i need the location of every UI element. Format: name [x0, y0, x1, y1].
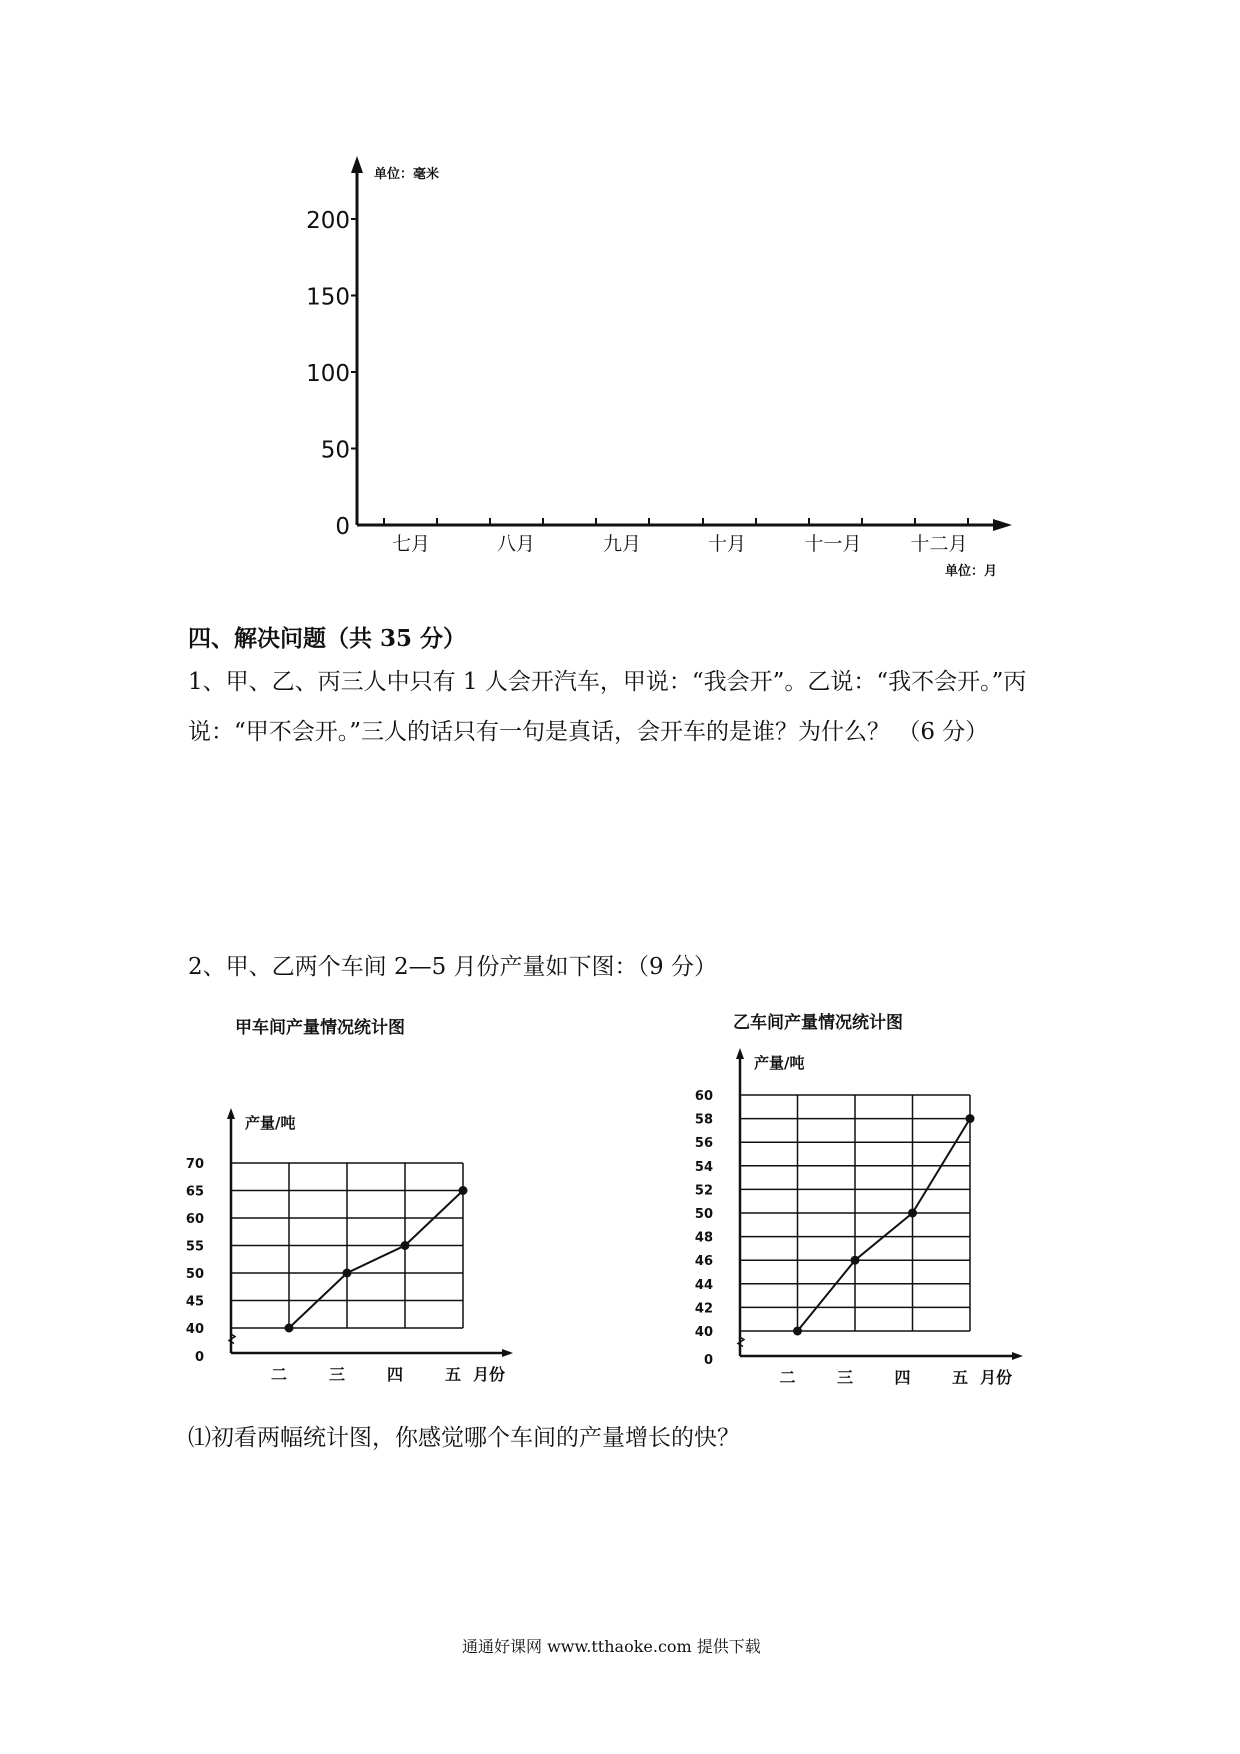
workshop-b-point — [851, 1256, 860, 1265]
workshop-a-chart — [180, 1000, 540, 1400]
rain-x-unit: 单位：月 — [945, 564, 998, 579]
workshop-b-chart — [680, 1000, 1060, 1400]
rain-x-label: 九月 — [602, 533, 642, 555]
rain-x-label: 十月 — [707, 533, 747, 555]
rain-x-label: 七月 — [391, 533, 431, 555]
workshop-a-y-tick-label: 55 — [185, 1239, 204, 1255]
workshop-a-y-tick-label: 65 — [185, 1184, 204, 1200]
workshop-b-y-tick-label: 54 — [694, 1159, 713, 1175]
question-1-line-2: 说：“甲不会开。”三人的话只有一句是真话，会开车的是谁？为什么？ （6 分） — [188, 719, 989, 745]
workshop-a-y-label: 产量/吨 — [245, 1114, 296, 1132]
rain-y-unit: 单位：毫米 — [374, 167, 440, 182]
workshop-b-series-line — [798, 1119, 971, 1331]
rainfall-chart-blank — [0, 0, 1240, 600]
rain-y-tick-label: 150 — [306, 284, 350, 311]
rain-y-tick-label: 100 — [306, 361, 350, 387]
workshop-b-y-tick-label: 44 — [694, 1277, 713, 1293]
workshop-a-y-tick-label: 60 — [185, 1212, 204, 1227]
workshop-b-chart-title: 乙车间产量情况统计图 — [733, 1013, 903, 1033]
rain-x-label: 十二月 — [910, 533, 968, 555]
workshop-b-y-zero-label: 0 — [703, 1353, 713, 1368]
workshop-a-x-label: 三 — [328, 1365, 346, 1384]
workshop-a-chart-title: 甲车间产量情况统计图 — [235, 1018, 405, 1038]
workshop-a-y-tick-label: 40 — [185, 1322, 204, 1337]
workshop-a-x-unit: 月份 — [473, 1365, 506, 1384]
rain-y-tick-label: 50 — [320, 437, 350, 464]
workshop-a-x-label: 五 — [444, 1365, 462, 1384]
workshop-b-y-tick-label: 50 — [694, 1207, 713, 1222]
workshop-b-y-tick-label: 42 — [694, 1301, 713, 1317]
workshop-b-point — [908, 1209, 917, 1218]
workshop-b-x-unit: 月份 — [980, 1368, 1013, 1387]
workshop-a-y-arrow — [227, 1108, 235, 1119]
workshop-a-point — [343, 1269, 352, 1278]
rain-x-label: 十一月 — [804, 533, 862, 555]
workshop-b-y-label: 产量/吨 — [754, 1054, 805, 1072]
workshop-b-y-arrow — [736, 1048, 744, 1059]
question-2-sub-1: ⑴初看两幅统计图，你感觉哪个车间的产量增长的快？ — [188, 1425, 740, 1451]
workshop-a-point — [401, 1241, 410, 1250]
workshop-b-x-label: 五 — [951, 1368, 969, 1387]
rain-y-tick-label: 0 — [335, 514, 350, 540]
workshop-a-point — [459, 1186, 468, 1195]
workshop-a-series-line — [289, 1191, 463, 1329]
workshop-b-y-tick-label: 40 — [694, 1325, 713, 1340]
workshop-b-point — [793, 1327, 802, 1336]
workshop-a-y-tick-label: 45 — [185, 1294, 204, 1310]
rain-y-arrow — [351, 156, 363, 173]
footer-source: 通通好课网 www.tthaoke.com 提供下载 — [462, 1637, 761, 1656]
question-2-text: 2、甲、乙两个车间 2—5 月份产量如下图：（9 分） — [188, 954, 717, 980]
workshop-b-x-label: 三 — [836, 1368, 854, 1387]
workshop-b-x-label: 二 — [779, 1368, 796, 1387]
rain-y-tick-label: 200 — [306, 208, 350, 234]
workshop-b-y-tick-label: 48 — [694, 1230, 713, 1246]
workshop-b-y-tick-label: 58 — [694, 1112, 713, 1128]
rain-x-arrow — [993, 519, 1012, 531]
workshop-b-y-tick-label: 46 — [694, 1254, 713, 1270]
workshop-a-y-tick-label: 70 — [185, 1157, 204, 1172]
workshop-a-y-tick-label: 50 — [185, 1267, 204, 1282]
workshop-b-point — [966, 1114, 975, 1123]
rain-x-label: 八月 — [496, 533, 536, 555]
workshop-b-x-label: 四 — [894, 1368, 911, 1387]
workshop-b-y-tick-label: 52 — [694, 1183, 713, 1199]
workshop-a-y-zero-label: 0 — [194, 1350, 204, 1365]
workshop-b-y-tick-label: 60 — [694, 1089, 713, 1104]
workshop-a-x-arrow — [502, 1349, 513, 1357]
workshop-b-x-arrow — [1012, 1352, 1023, 1360]
workshop-b-y-tick-label: 56 — [694, 1136, 713, 1152]
workshop-a-point — [285, 1324, 294, 1333]
question-1-line-1: 1、甲、乙、丙三人中只有 1 人会开汽车，甲说：“我会开”。乙说：“我不会开。”丙 — [188, 669, 1027, 695]
section-4-title: 四、解决问题（共 35 分） — [188, 625, 467, 652]
workshop-a-x-label: 四 — [386, 1365, 404, 1384]
workshop-a-x-label: 二 — [270, 1365, 288, 1384]
